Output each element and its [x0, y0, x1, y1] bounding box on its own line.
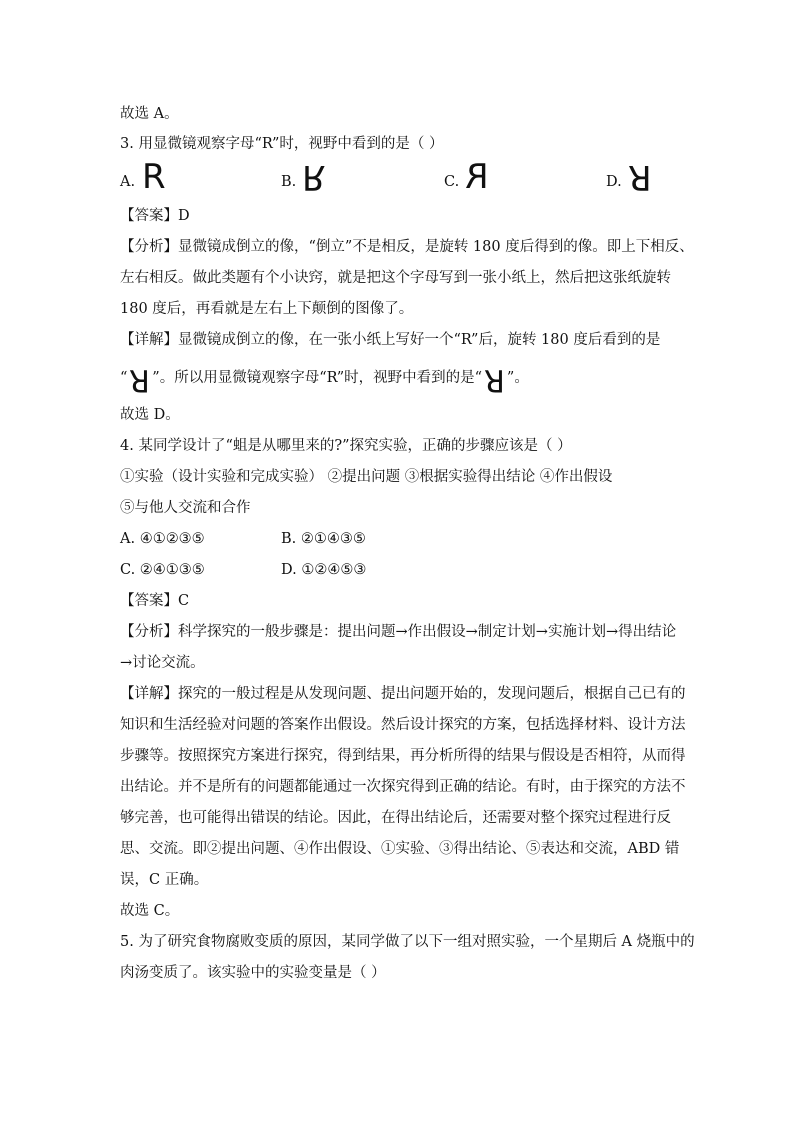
letter-r-mirrored: R: [465, 157, 489, 197]
question-5-stem: 肉汤变质了。该实验中的实验变量是（ ）: [120, 965, 386, 981]
analysis-line: 180 度后，再看就是左右上下颠倒的图像了。: [120, 301, 414, 317]
detail-line: 【详解】探究的一般过程是从发现问题、提出问题开始的，发现问题后，根据自己已有的: [120, 686, 686, 702]
q4-option-a: A. ④①②③⑤: [120, 531, 205, 547]
detail-line-with-glyphs: “R ”。所以用显微镜观察字母“R”时，视野中看到的是“R ”。: [120, 362, 529, 397]
detail-line: 思、交流。即②提出问题、④作出假设、①实验、③得出结论、⑤表达和交流，ABD 错: [120, 841, 680, 857]
text-line: 故选 D。: [120, 407, 180, 423]
question-5-stem: 5. 为了研究食物腐败变质的原因，某同学做了以下一组对照实验，一个星期后 A 烧瓶中的: [120, 934, 695, 950]
analysis-line: 【分析】显微镜成倒立的像，“倒立”不是相反，是旋转 180 度后得到的像。即上下相反、: [120, 239, 694, 255]
option-a-label: A.: [120, 174, 136, 190]
analysis-line: →讨论交流。: [120, 655, 205, 671]
text-line: 故选 A。: [120, 106, 179, 122]
option-c-label: C.: [444, 174, 460, 190]
q4-option-d: D. ①②④⑤③: [281, 562, 367, 578]
option-a-glyph: [142, 157, 166, 197]
letter-r-rotated-180: R: [628, 157, 652, 197]
answer-line: 【答案】D: [120, 208, 190, 224]
inline-rotated-r: R: [484, 362, 505, 397]
option-b-label: B.: [281, 174, 297, 190]
step-list: ⑤与他人交流和合作: [120, 500, 251, 516]
analysis-line: 【分析】科学探究的一般步骤是：提出问题→作出假设→制定计划→实施计划→得出结论: [120, 624, 677, 640]
detail-line: 出结论。并不是所有的问题都能通过一次探究得到正确的结论。有时，由于探究的方法不: [120, 779, 686, 795]
step-list: ①实验（设计实验和完成实验） ②提出问题 ③根据实验得出结论 ④作出假设: [120, 469, 613, 485]
option-b-glyph: [302, 157, 326, 197]
detail-line: 知识和生活经验对问题的答案作出假设。然后设计探究的方案，包括选择材料、设计方法: [120, 717, 686, 733]
analysis-line: 左右相反。做此类题有个小诀窍，就是把这个字母写到一张小纸上，然后把这张纸旋转: [120, 270, 671, 286]
detail-line: 够完善，也可能得出错误的结论。因此，在得出结论后，还需要对整个探究过程进行反: [120, 810, 671, 826]
option-d-glyph: [628, 157, 652, 197]
letter-r-flipped-vertical: R: [302, 157, 326, 197]
detail-line: 【详解】显微镜成倒立的像，在一张小纸上写好一个“R”后，旋转 180 度后看到的是: [120, 332, 661, 348]
detail-line: 步骤等。按照探究方案进行探究，得到结果，再分析所得的结果与假设是否相符，从而得: [120, 748, 686, 764]
question-4-stem: 4. 某同学设计了“蛆是从哪里来的?”探究实验，正确的步骤应该是（ ）: [120, 438, 572, 454]
text-line: 故选 C。: [120, 903, 180, 919]
letter-r-upright: R: [142, 157, 166, 197]
answer-line: 【答案】C: [120, 593, 190, 609]
q4-option-b: B. ②①④③⑤: [281, 531, 366, 547]
inline-rotated-r: R: [129, 362, 151, 397]
option-c-glyph: [465, 157, 489, 197]
q4-option-c: C. ②④①③⑤: [120, 562, 205, 578]
option-d-label: D.: [606, 174, 622, 190]
detail-line: 误，C 正确。: [120, 872, 209, 888]
question-3-stem: 3. 用显微镜观察字母“R”时，视野中看到的是（ ）: [120, 136, 444, 152]
